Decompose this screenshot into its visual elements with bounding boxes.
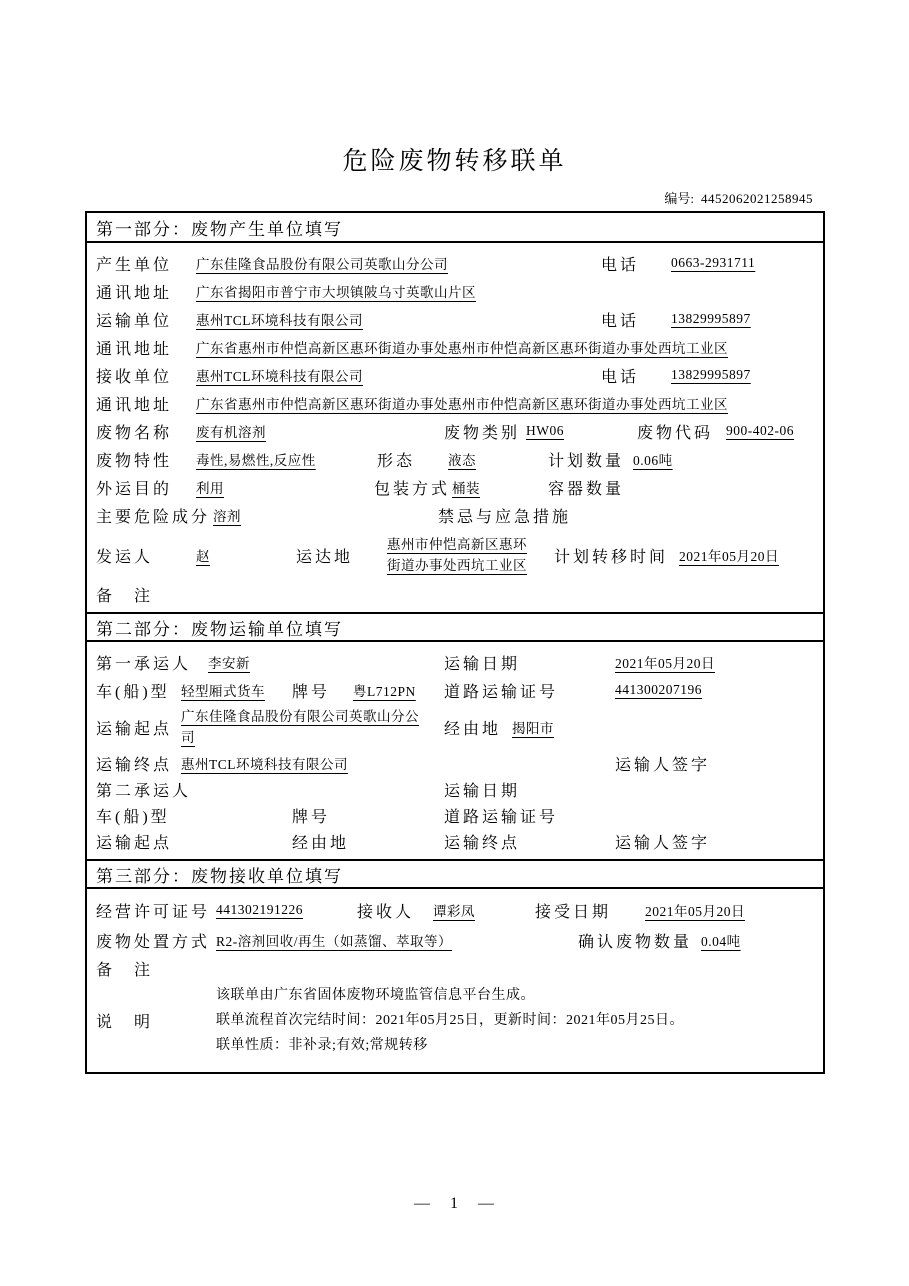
row-carrier2 <box>96 776 814 802</box>
doc-number <box>85 188 823 207</box>
row-origin1 <box>96 704 814 750</box>
consignor-label: 发运人 <box>96 548 154 566</box>
producer-phone-value: 0663-2931711 <box>671 255 756 270</box>
accept-date-value: 2021年05月20日 <box>645 903 745 919</box>
recipient-value: 谭彩凤 <box>433 903 475 919</box>
waste-code-value: 900-402-06 <box>726 423 794 438</box>
waste-category-label: 废物类别 <box>444 424 521 442</box>
road-permit2-label: 道路运输证号 <box>444 808 559 826</box>
waste-category-value: HW06 <box>526 423 564 438</box>
road-permit1-value: 441300207196 <box>615 682 702 697</box>
via2-label: 经由地 <box>292 834 350 852</box>
producer-unit-value: 广东佳隆食品股份有限公司英歌山分公司 <box>196 256 448 272</box>
vehicle-type1-value: 轻型厢式货车 <box>181 683 265 699</box>
vehicle-type1-label: 车(船)型 <box>96 683 170 701</box>
page-number: — 1 — <box>414 1195 495 1212</box>
waste-code-label: 废物代码 <box>637 424 714 442</box>
row-endpoint1 <box>96 750 814 776</box>
consignor-value: 赵 <box>196 548 210 564</box>
receiver-unit-label: 接收单位 <box>96 368 173 386</box>
physical-form-value: 液态 <box>448 452 476 468</box>
origin1-label: 运输起点 <box>96 720 173 738</box>
planned-quantity-value: 0.06吨 <box>633 452 673 468</box>
signature1-label: 运输人签字 <box>615 756 711 774</box>
row-vehicle2 <box>96 802 814 828</box>
row-transporter-address <box>96 333 814 361</box>
hazard-component-label: 主要危险成分 <box>96 508 211 526</box>
endpoint2-label: 运输终点 <box>444 834 521 852</box>
confirmed-quantity-value: 0.04吨 <box>701 933 741 949</box>
receiver-unit-value: 惠州TCL环境科技有限公司 <box>196 368 363 384</box>
row-consignor <box>96 529 814 581</box>
recipient-label: 接收人 <box>357 903 415 921</box>
row-origin2 <box>96 828 814 854</box>
row-disposal <box>96 925 814 955</box>
transporter-phone-label: 电话 <box>601 312 640 330</box>
carrier2-label: 第二承运人 <box>96 782 192 800</box>
doc-number-label: 编号: <box>664 191 694 206</box>
receiver-phone-value: 13829995897 <box>671 367 751 382</box>
note-line-2: 联单流程首次完结时间：2021年05月25日，更新时间：2021年05月25日。 <box>216 1013 684 1028</box>
row-receiver-unit <box>96 361 814 389</box>
row-producer-unit <box>96 249 814 277</box>
row-waste-property <box>96 445 814 473</box>
via1-value: 揭阳市 <box>512 720 554 736</box>
disposal-value: R2-溶剂回收/再生（如蒸馏、萃取等） <box>216 933 453 949</box>
transport-date1-label: 运输日期 <box>444 655 521 673</box>
remark-s3-label: 备 注 <box>96 961 154 979</box>
endpoint1-label: 运输终点 <box>96 756 173 774</box>
transfer-time-value: 2021年05月20日 <box>679 548 779 564</box>
waste-property-label: 废物特性 <box>96 452 173 470</box>
note-line-3: 联单性质：非补录;有效;常规转移 <box>216 1038 428 1053</box>
note-label: 说 明 <box>96 1014 154 1031</box>
transporter-address-label: 通讯地址 <box>96 340 173 358</box>
row-receiver-address <box>96 389 814 417</box>
producer-address-value: 广东省揭阳市普宁市大坝镇陂乌寸英歌山片区 <box>196 284 476 300</box>
destination-value: 惠州市仲恺高新区惠环街道办事处西坑工业区 <box>387 537 527 573</box>
transfer-time-label: 计划转移时间 <box>554 548 669 566</box>
row-remark-s3 <box>96 955 814 981</box>
row-notes <box>96 981 814 1060</box>
vehicle-type2-label: 车(船)型 <box>96 808 170 826</box>
row-producer-address <box>96 277 814 305</box>
confirmed-quantity-label: 确认废物数量 <box>578 933 693 951</box>
section3-header: 第三部分：废物接收单位填写 <box>87 859 823 889</box>
packaging-label: 包装方式 <box>374 480 451 498</box>
license-label: 经营许可证号 <box>96 903 211 921</box>
road-permit1-label: 道路运输证号 <box>444 683 559 701</box>
waste-property-value: 毒性,易燃性,反应性 <box>196 452 316 468</box>
receiver-phone-label: 电话 <box>601 368 640 386</box>
endpoint1-value: 惠州TCL环境科技有限公司 <box>181 756 348 772</box>
producer-phone-label: 电话 <box>601 256 640 274</box>
waste-name-label: 废物名称 <box>96 424 173 442</box>
plate1-value: 粤L712PN <box>353 683 416 699</box>
transport-date1-value: 2021年05月20日 <box>615 655 715 671</box>
row-license <box>96 895 814 925</box>
waste-name-value: 废有机溶剂 <box>196 424 266 440</box>
transporter-address-value: 广东省惠州市仲恺高新区惠环街道办事处惠州市仲恺高新区惠环街道办事处西坑工业区 <box>196 340 728 356</box>
carrier1-label: 第一承运人 <box>96 655 192 673</box>
emergency-label: 禁忌与应急措施 <box>438 508 572 526</box>
row-transporter-unit <box>96 305 814 333</box>
remark-s1-label: 备 注 <box>96 587 154 605</box>
receiver-address-value: 广东省惠州市仲恺高新区惠环街道办事处惠州市仲恺高新区惠环街道办事处西坑工业区 <box>196 396 728 412</box>
disposal-label: 废物处置方式 <box>96 933 211 951</box>
manifest-form <box>85 211 825 1074</box>
row-remark-s1 <box>96 581 814 607</box>
page-title: 危险废物转移联单 <box>342 148 567 175</box>
receiver-address-label: 通讯地址 <box>96 396 173 414</box>
section1-header: 第一部分：废物产生单位填写 <box>87 213 823 243</box>
row-purpose <box>96 473 814 501</box>
transporter-unit-value: 惠州TCL环境科技有限公司 <box>196 312 363 328</box>
origin2-label: 运输起点 <box>96 834 173 852</box>
row-hazard-component <box>96 501 814 529</box>
hazard-component-value: 溶剂 <box>213 508 241 524</box>
transport-date2-label: 运输日期 <box>444 782 521 800</box>
signature2-label: 运输人签字 <box>615 834 711 852</box>
row-waste-name <box>96 417 814 445</box>
producer-address-label: 通讯地址 <box>96 284 173 302</box>
origin1-value: 广东佳隆食品股份有限公司英歌山分公司 <box>181 709 419 745</box>
purpose-value: 利用 <box>196 480 224 496</box>
row-vehicle1 <box>96 676 814 704</box>
section3-body <box>87 889 823 1072</box>
section2-body <box>87 642 823 859</box>
plate1-label: 牌号 <box>292 683 331 701</box>
section2-header: 第二部分：废物运输单位填写 <box>87 612 823 642</box>
accept-date-label: 接受日期 <box>535 903 612 921</box>
carrier1-value: 李安新 <box>208 655 250 671</box>
via1-label: 经由地 <box>444 720 502 738</box>
planned-quantity-label: 计划数量 <box>548 452 625 470</box>
transporter-unit-label: 运输单位 <box>96 312 173 330</box>
destination-label: 运达地 <box>296 548 354 566</box>
section1-body <box>87 243 823 612</box>
doc-number-value: 4452062021258945 <box>701 191 813 206</box>
plate2-label: 牌号 <box>292 808 331 826</box>
note-lines <box>216 983 684 1058</box>
packaging-value: 桶装 <box>452 480 480 496</box>
producer-unit-label: 产生单位 <box>96 256 173 274</box>
transporter-phone-value: 13829995897 <box>671 311 751 326</box>
note-line-1: 该联单由广东省固体废物环境监管信息平台生成。 <box>216 988 535 1003</box>
container-quantity-label: 容器数量 <box>548 480 625 498</box>
row-carrier1 <box>96 648 814 676</box>
license-value: 441302191226 <box>216 902 303 917</box>
purpose-label: 外运目的 <box>96 480 173 498</box>
physical-form-label: 形态 <box>377 452 416 470</box>
